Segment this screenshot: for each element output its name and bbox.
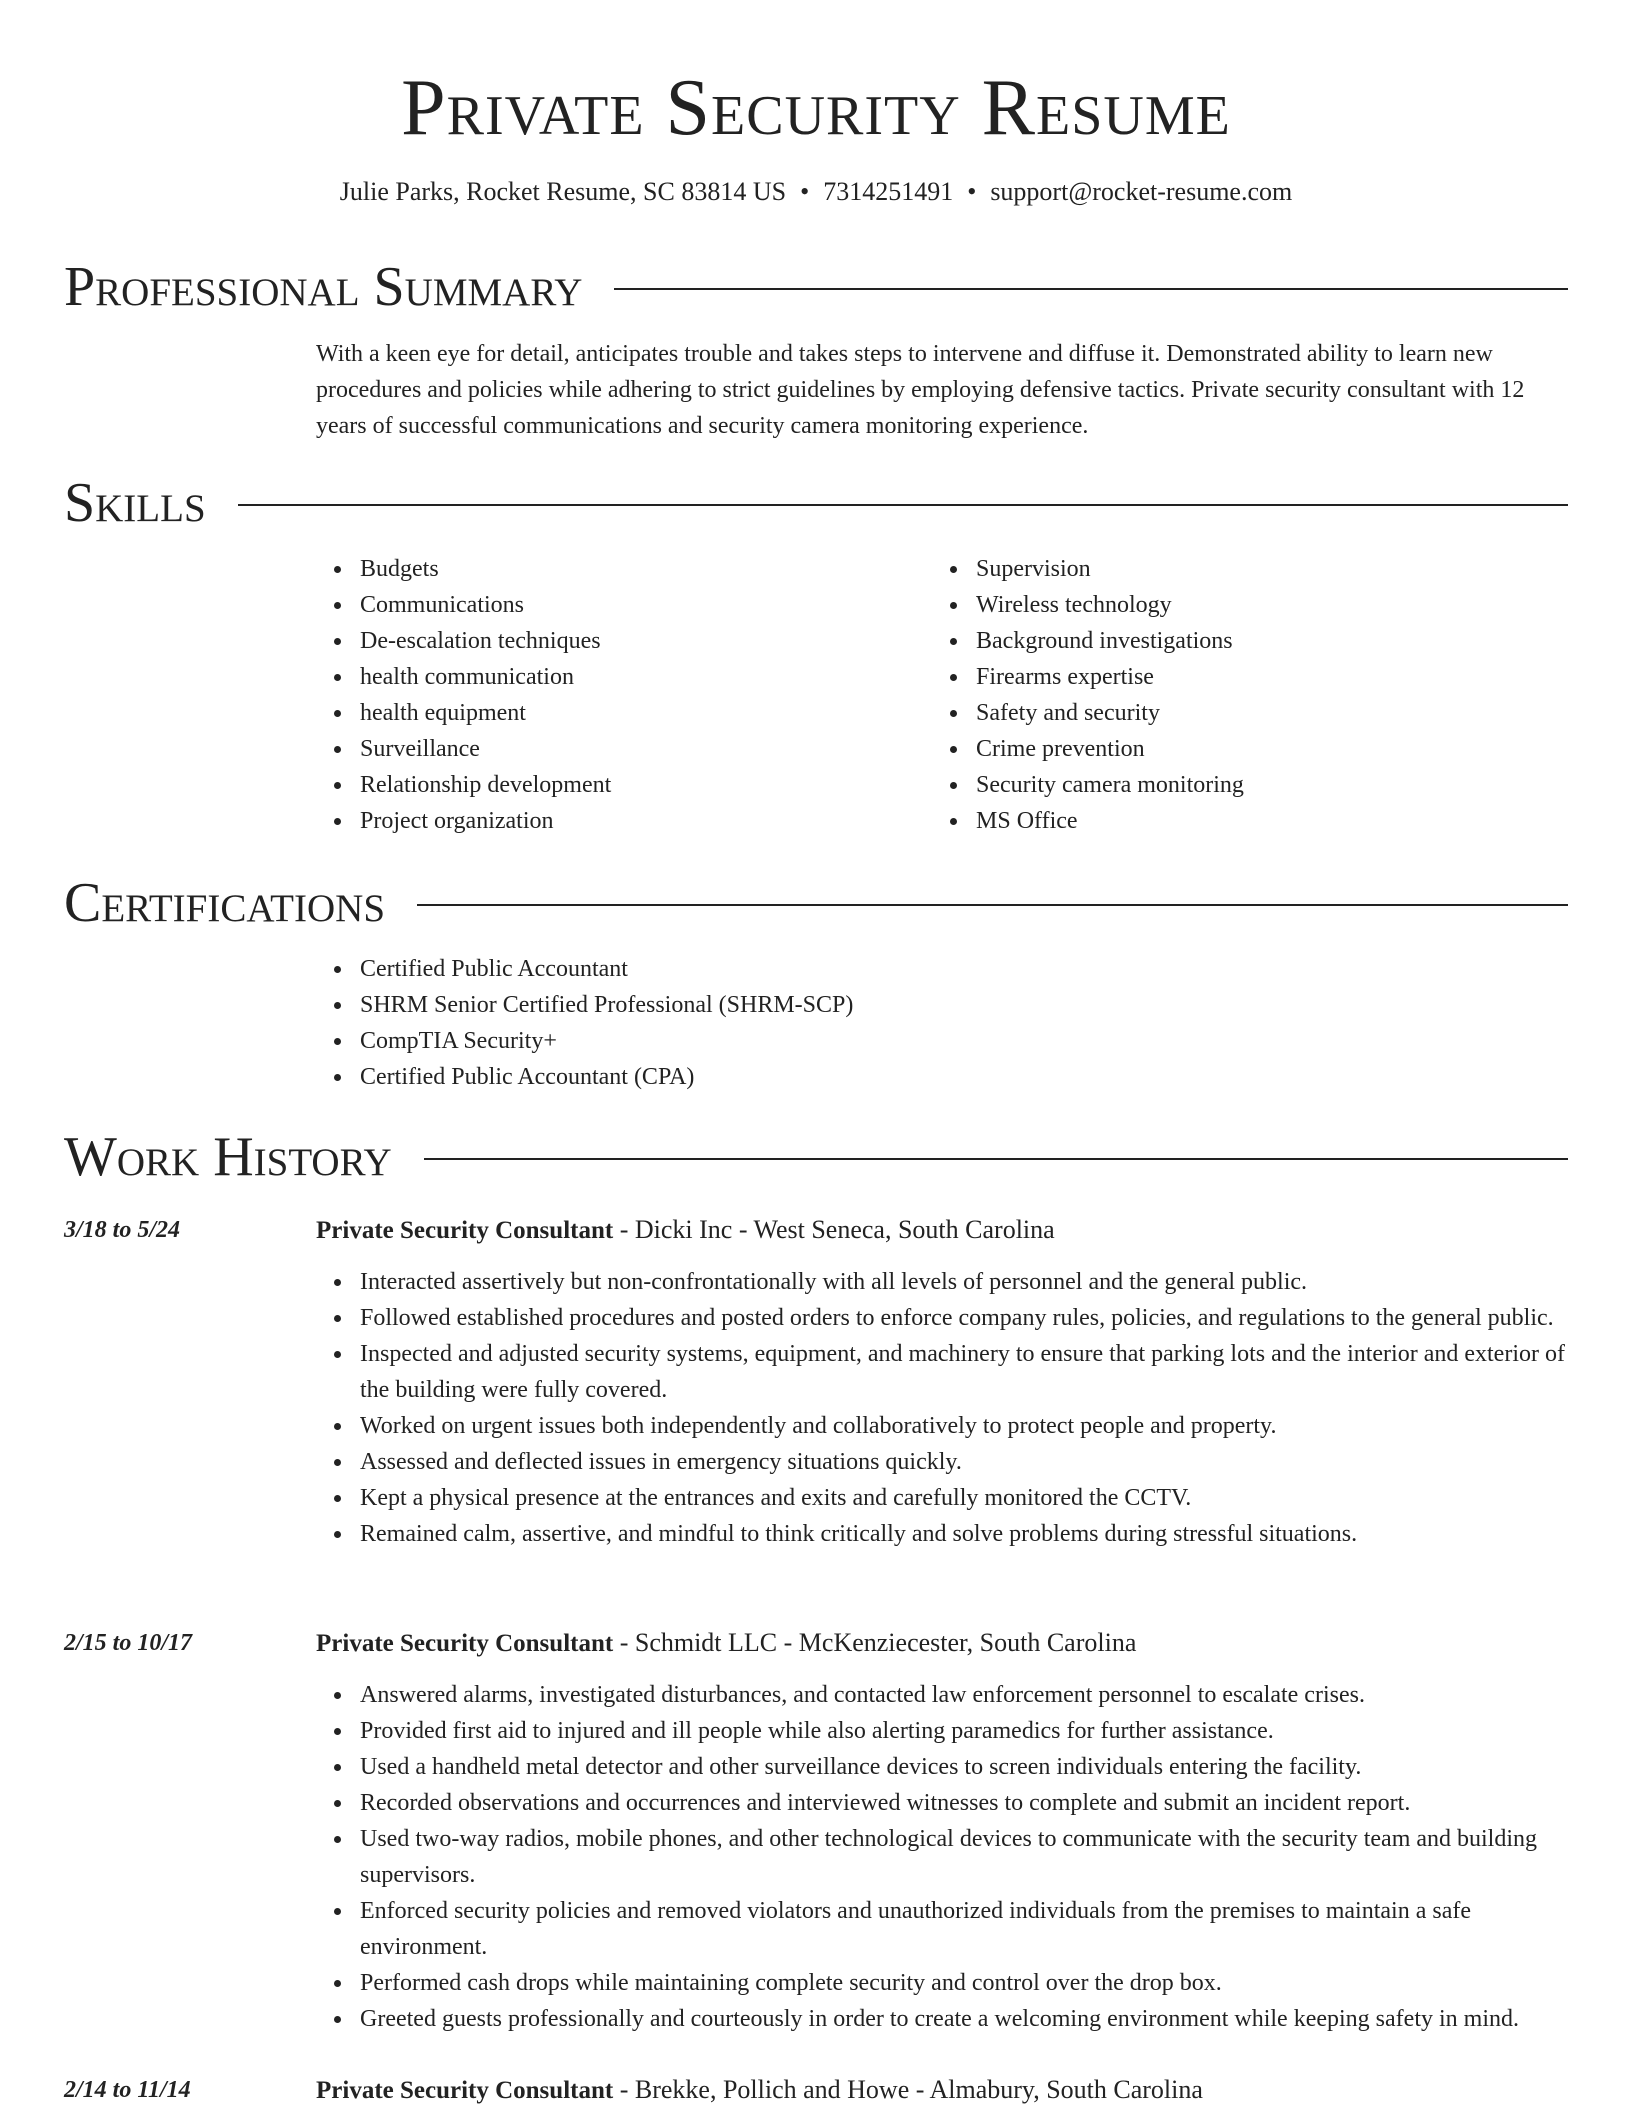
skill-item: Crime prevention bbox=[976, 731, 1548, 767]
job-employer-location: - Schmidt LLC - McKenziecester, South Carolina bbox=[613, 1628, 1137, 1657]
job-title: Private Security Consultant bbox=[316, 1630, 614, 1657]
certifications-section-header bbox=[64, 870, 1568, 936]
job-header bbox=[316, 1212, 1568, 1249]
skills-list-right bbox=[932, 551, 1548, 839]
skill-item: Supervision bbox=[976, 551, 1548, 587]
skill-item: MS Office bbox=[976, 803, 1548, 839]
summary-body bbox=[316, 336, 1568, 444]
duty-item: Interacted assertively but non-confrontationally with all levels of personnel and the general public. bbox=[360, 1264, 1568, 1300]
section-divider bbox=[417, 904, 1568, 906]
duty-item: Kept a physical presence at the entrances and exits and carefully monitored the CCTV. bbox=[360, 1480, 1568, 1516]
certifications-list bbox=[316, 951, 1568, 1095]
duty-item: Used a handheld metal detector and other surveillance devices to screen individuals entering the facility. bbox=[360, 1749, 1568, 1785]
skill-item: Relationship development bbox=[360, 767, 932, 803]
contact-separator: • bbox=[800, 177, 810, 206]
work-heading: Work History bbox=[64, 1126, 392, 1188]
skill-item: Safety and security bbox=[976, 695, 1548, 731]
skill-item: Surveillance bbox=[360, 731, 932, 767]
skills-heading: Skills bbox=[64, 472, 206, 534]
contact-address: Julie Parks, Rocket Resume, SC 83814 US bbox=[339, 177, 787, 206]
duty-item: Performed cash drops while maintaining complete security and control over the drop box. bbox=[360, 1965, 1568, 2001]
skill-item: Firearms expertise bbox=[976, 659, 1548, 695]
skill-item: health equipment bbox=[360, 695, 932, 731]
job-dates: 2/14 to 11/14 bbox=[64, 2077, 191, 2103]
section-divider bbox=[238, 504, 1568, 506]
skills-column-left bbox=[316, 551, 932, 839]
duty-item: Worked on urgent issues both independently and collaboratively to protect people and property. bbox=[360, 1408, 1568, 1444]
duty-item: Recorded observations and occurrences and interviewed witnesses to complete and submit an incident report. bbox=[360, 1785, 1568, 1821]
summary-text: With a keen eye for detail, anticipates trouble and takes steps to intervene and diffuse it. Demonstrated ability to learn new procedures and policies while adhering to strict guidelines by employing defensive tactics. Private security consultant with 12 years of successful communications and security camera monitoring experience. bbox=[316, 341, 1525, 439]
certification-item: Certified Public Accountant bbox=[360, 951, 1568, 987]
skills-section-header bbox=[64, 470, 1568, 536]
duties-list bbox=[316, 1677, 1568, 2037]
certifications-heading: Certifications bbox=[64, 872, 386, 934]
section-divider bbox=[424, 1158, 1568, 1160]
skills-grid bbox=[316, 551, 1568, 839]
resume-title: Private Security Resume bbox=[401, 64, 1231, 152]
contact-phone: 7314251491 bbox=[823, 177, 954, 206]
duty-item: Remained calm, assertive, and mindful to think critically and solve problems during stressful situations. bbox=[360, 1516, 1568, 1552]
skill-item: De-escalation techniques bbox=[360, 623, 932, 659]
skill-item: Security camera monitoring bbox=[976, 767, 1548, 803]
skill-item: Project organization bbox=[360, 803, 932, 839]
duty-item: Inspected and adjusted security systems, equipment, and machinery to ensure that parking lots and the interior and exterior of the building were fully covered. bbox=[360, 1336, 1568, 1408]
job-dates: 3/18 to 5/24 bbox=[64, 1217, 181, 1243]
certifications-body bbox=[316, 951, 1568, 1095]
job-header bbox=[316, 1625, 1568, 1662]
job-title: Private Security Consultant bbox=[316, 1217, 614, 1244]
duty-item: Enforced security policies and removed violators and unauthorized individuals from the premises to maintain a safe environment. bbox=[360, 1893, 1568, 1965]
contact-separator: • bbox=[967, 177, 977, 206]
certification-item: CompTIA Security+ bbox=[360, 1023, 1568, 1059]
duties-list bbox=[316, 1264, 1568, 1552]
duty-item: Greeted guests professionally and courteously in order to create a welcoming environment while keeping safety in mind. bbox=[360, 2001, 1568, 2037]
skill-item: Background investigations bbox=[976, 623, 1548, 659]
skill-item: health communication bbox=[360, 659, 932, 695]
skill-item: Communications bbox=[360, 587, 932, 623]
section-divider bbox=[614, 288, 1568, 290]
job-dates: 2/15 to 10/17 bbox=[64, 1630, 193, 1656]
job-duties bbox=[316, 1677, 1568, 2037]
job-employer-location: - Dicki Inc - West Seneca, South Carolina bbox=[613, 1215, 1055, 1244]
duty-item: Followed established procedures and posted orders to enforce company rules, policies, and regulations to the general public. bbox=[360, 1300, 1568, 1336]
duty-item: Used two-way radios, mobile phones, and other technological devices to communicate with the security team and building supervisors. bbox=[360, 1821, 1568, 1893]
duty-item: Assessed and deflected issues in emergency situations quickly. bbox=[360, 1444, 1568, 1480]
skill-item: Wireless technology bbox=[976, 587, 1548, 623]
job-title: Private Security Consultant bbox=[316, 2077, 614, 2104]
summary-heading: Professional Summary bbox=[64, 256, 583, 318]
skills-list-left bbox=[316, 551, 932, 839]
summary-section-header bbox=[64, 254, 1568, 320]
duty-item: Answered alarms, investigated disturbances, and contacted law enforcement personnel to escalate crises. bbox=[360, 1677, 1568, 1713]
contact-email: support@rocket-resume.com bbox=[990, 177, 1293, 206]
skills-column-right bbox=[932, 551, 1548, 839]
skill-item: Budgets bbox=[360, 551, 932, 587]
duty-item: Provided first aid to injured and ill people while also alerting paramedics for further assistance. bbox=[360, 1713, 1568, 1749]
job-header bbox=[316, 2072, 1568, 2109]
work-section-header bbox=[64, 1124, 1568, 1190]
contact-line bbox=[64, 172, 1568, 212]
certification-item: SHRM Senior Certified Professional (SHRM-SCP) bbox=[360, 987, 1568, 1023]
job-duties bbox=[316, 1264, 1568, 1552]
job-employer-location: - Brekke, Pollich and Howe - Almabury, South Carolina bbox=[613, 2075, 1203, 2104]
certification-item: Certified Public Accountant (CPA) bbox=[360, 1059, 1568, 1095]
